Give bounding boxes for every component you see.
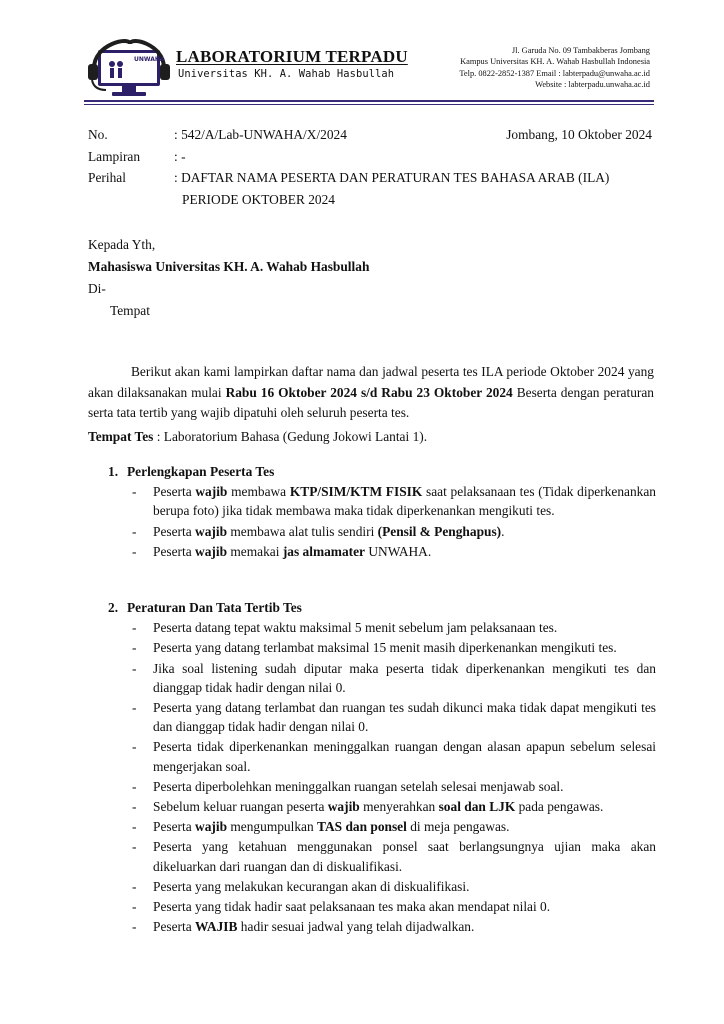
org-name: LABORATORIUM TERPADU: [176, 47, 408, 66]
list-item: - Peserta yang datang terlambat dan ruangan tes sudah dikunci maka tidak dapat mengikuti tes dan dianggap tidak hadir dengan nilai 0.: [108, 698, 656, 736]
section-2-heading: Peraturan Dan Tata Tertib Tes: [127, 600, 302, 615]
number-label: No.: [88, 127, 108, 142]
letter-meta: [88, 124, 654, 210]
test-venue: [88, 429, 427, 445]
recipient-di: Di-: [88, 281, 106, 296]
org-subtitle: Universitas KH. A. Wahab Hasbullah: [178, 68, 395, 80]
section-2-number: 2.: [108, 600, 119, 615]
list-item: - Peserta yang datang terlambat maksimal 15 menit masih diperkenankan mengikuti tes.: [108, 638, 656, 657]
section-1-heading: Perlengkapan Peserta Tes: [127, 464, 275, 479]
subject-label: Perihal: [88, 170, 126, 185]
list-item: - Peserta wajib memakai jas almamater UNWAHA.: [108, 542, 656, 561]
address-line-3: Telp. 0822-2852-1387 Email : labterpadu@unwaha.ac.id: [459, 68, 650, 78]
intro-text-2: Beserta dengan peraturan serta tata tertib yang wajib dipatuhi oleh seluruh peserta tes.: [88, 384, 654, 420]
list-item: - Peserta datang tepat waktu maksimal 5 menit sebelum jam pelaksanaan tes.: [108, 618, 656, 637]
recipient-name: Mahasiswa Universitas KH. A. Wahab Hasbullah: [88, 259, 370, 274]
attachment-label: Lampiran: [88, 148, 141, 164]
greeting: Kepada Yth,: [88, 237, 156, 252]
attachment-value: : -: [174, 148, 186, 164]
subject-line-2: PERIODE OKTOBER 2024: [182, 191, 336, 207]
list-item: - Peserta yang tidak hadir saat pelaksanaan tes maka akan mendapat nilai 0.: [108, 897, 656, 916]
number-value: : 542/A/Lab-UNWAHA/X/2024: [174, 127, 347, 142]
rules-list: [108, 618, 656, 936]
address-line-4: Website : labterpadu.unwaha.ac.id: [535, 79, 650, 89]
section-1-title: [108, 462, 656, 481]
meta-subject-row: [88, 167, 654, 210]
section-2-title: [108, 598, 656, 617]
list-item: - Peserta yang ketahuan menggunakan ponsel saat berlangsungnya ujian maka akan dikeluarkan dari ruangan dan di diskualifikasi.: [108, 837, 656, 875]
list-item: - Peserta WAJIB hadir sesuai jadwal yang telah dijadwalkan.: [108, 917, 656, 936]
venue-label: Tempat Tes: [88, 429, 154, 444]
section-1-number: 1.: [108, 464, 119, 479]
intro-dates: Rabu 16 Oktober 2024 s/d Rabu 23 Oktober 2024: [225, 384, 513, 400]
list-item: - Peserta tidak diperkenankan meninggalkan ruangan dengan alasan apapun sebelum selesai mengerjakan soal.: [108, 737, 656, 775]
list-item: - Peserta yang melakukan kecurangan akan di diskualifikasi.: [108, 877, 656, 896]
lab-logo: [84, 38, 176, 102]
letter-date: Jombang, 10 Oktober 2024: [506, 127, 652, 142]
header-rule-thin: [84, 104, 654, 105]
venue-value: : Laboratorium Bahasa (Gedung Jokowi Lantai 1).: [153, 429, 428, 444]
monitor-headset-icon: [84, 38, 176, 102]
subject-line-1: : DAFTAR NAMA PESERTA DAN PERATURAN TES BAHASA ARAB (ILA): [174, 170, 610, 185]
recipient-block: [88, 234, 369, 322]
list-item: - Peserta wajib mengumpulkan TAS dan ponsel di meja pengawas.: [108, 817, 656, 836]
header-rule-thick: [84, 100, 654, 102]
list-item: - Peserta diperbolehkan meninggalkan ruangan setelah selesai menjawab soal.: [108, 777, 656, 796]
address-line-1: Jl. Garuda No. 09 Tambakberas Jombang: [511, 46, 650, 55]
list-item: - Sebelum keluar ruangan peserta wajib menyerahkan soal dan LJK pada pengawas.: [108, 797, 656, 816]
subject-value: [174, 167, 654, 210]
intro-paragraph: [88, 362, 654, 424]
address-line-2: Kampus Universitas KH. A. Wahab Hasbullah Indonesia: [460, 57, 650, 67]
recipient-place: Tempat: [110, 303, 150, 318]
meta-attachment-row: [88, 146, 654, 168]
equipment-list: [108, 482, 656, 561]
list-item: - Peserta wajib membawa alat tulis sendiri (Pensil & Penghapus).: [108, 522, 656, 541]
list-item: - Jika soal listening sudah diputar maka peserta tidak diperkenankan mengikuti tes dan dianggap tidak hadir dengan nilai 0.: [108, 659, 656, 697]
section-rules: [108, 598, 656, 937]
list-item: - Peserta wajib membawa KTP/SIM/KTM FISIK saat pelaksanaan tes (Tidak diperkenankan berupa foto) jika tidak membawa maka tidak diperkenankan mengikuti tes.: [108, 482, 656, 520]
section-equipment: [108, 462, 656, 562]
logo-text: UNWAHA: [134, 56, 165, 63]
contact-block: [459, 45, 650, 90]
intro-text-1: Berikut akan kami lampirkan daftar nama dan jadwal peserta tes ILA periode Oktober 2024 yang akan dilaksanakan mulai: [88, 364, 654, 400]
